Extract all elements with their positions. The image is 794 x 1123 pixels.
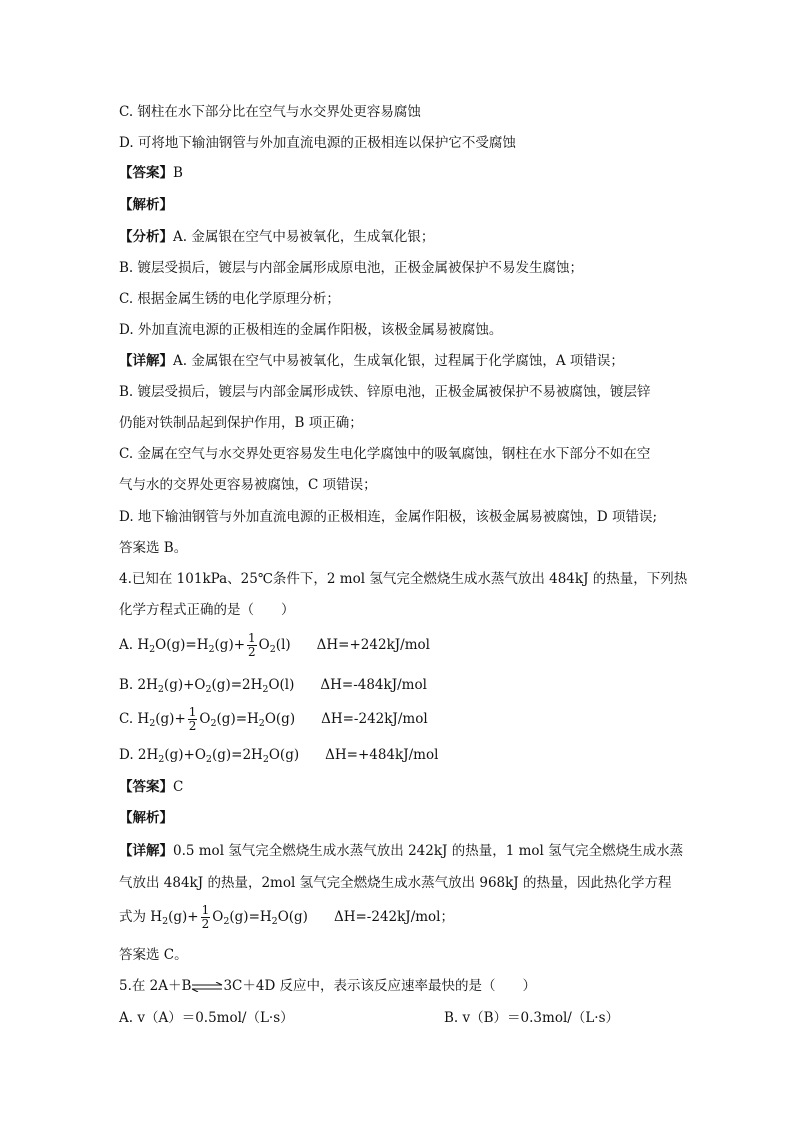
q4-xiangjie-line2: 气放出 484kJ 的热量，2mol 氢气完全燃烧生成水蒸气放出 968kJ 的热量，因此热化学方程	[119, 875, 672, 891]
q3-xiangjie-c1: C. 金属在空气与水交界处更容易发生电化学腐蚀中的吸氧腐蚀，钢柱在水下部分不如在空	[119, 446, 651, 462]
subscript: 2	[269, 644, 276, 655]
text: O(g)	[264, 711, 296, 727]
fenxi-a-text: A. 金属银在空气中易被氧化，生成氧化银；	[173, 229, 435, 245]
fraction-denominator: 2	[201, 917, 210, 931]
text: O(l)	[268, 677, 295, 693]
text: O	[199, 711, 211, 727]
fraction-numerator: 1	[201, 903, 210, 917]
answer-value: C	[173, 779, 184, 795]
q4-xiangjie-line1	[119, 842, 683, 860]
text: (l)	[275, 637, 291, 653]
reversible-arrow-icon	[191, 982, 223, 992]
q3-xiangjie-b2: 仍能对铁制品起到保护作用，B 项正确；	[119, 415, 363, 431]
q3-fenxi-a	[119, 228, 434, 246]
text: (g)+O	[163, 677, 206, 693]
subscript: 2	[208, 644, 215, 655]
q4-option-b	[119, 676, 427, 699]
text: (g)=H	[216, 711, 259, 727]
text: 式为 H	[119, 909, 163, 925]
xiangjie-tag: 【详解】	[119, 843, 173, 859]
subscript: 2	[157, 684, 164, 695]
q4-option-d	[119, 746, 438, 769]
q4-answer	[119, 778, 183, 796]
q3-option-d: D. 可将地下输油钢管与外加直流电源的正极相连以保护它不受腐蚀	[119, 135, 516, 151]
fraction-denominator: 2	[188, 719, 197, 733]
text: O	[212, 909, 224, 925]
q5-stem	[119, 977, 536, 995]
q4-xiangjie-line3	[119, 904, 454, 931]
subscript: 2	[162, 916, 169, 927]
text: A. H	[119, 637, 150, 653]
q3-xiangjie-d: D. 地下输油钢管与外加直流电源的正极相连，金属作阳极，该极金属易被腐蚀，D 项错误;	[119, 509, 658, 525]
enthalpy: ΔH=+484kJ/mol	[325, 747, 439, 763]
text: O(g)	[268, 747, 300, 763]
subscript: 2	[223, 916, 230, 927]
q3-xiangjie-c2: 气与水的交界处更容易被腐蚀，C 项错误；	[119, 477, 377, 493]
q3-answer	[119, 164, 183, 182]
subscript: 2	[149, 644, 156, 655]
fraction	[201, 904, 211, 931]
enthalpy: ΔH=-242kJ/mol；	[333, 909, 455, 925]
q5-option-b: B. v（B）＝0.3mol/（L·s）	[444, 1010, 619, 1026]
q4-stem-line2: 化学方程式正确的是（ ）	[119, 602, 295, 618]
q4-option-c	[119, 706, 428, 733]
answer-tag: 【答案】	[119, 779, 173, 795]
enthalpy: ΔH=+242kJ/mol	[316, 637, 430, 653]
q3-fenxi-d: D. 外加直流电源的正极相连的金属作阳极，该极金属易被腐蚀。	[119, 322, 503, 338]
q5-option-a: A. v（A）＝0.5mol/（L·s）	[119, 1010, 294, 1026]
text: (g)+	[155, 711, 186, 727]
subscript: 2	[271, 916, 278, 927]
subscript: 2	[158, 754, 165, 765]
fraction-numerator: 1	[188, 705, 197, 719]
subscript: 2	[149, 718, 156, 729]
fraction-numerator: 1	[248, 631, 256, 645]
subscript: 2	[210, 718, 217, 729]
text: D. 2H	[119, 747, 159, 763]
subscript: 2	[258, 718, 265, 729]
fraction-denominator: 2	[248, 645, 256, 659]
answer-value: B	[173, 165, 183, 181]
text: O(g)=H	[155, 637, 209, 653]
q4-conclusion: 答案选 C。	[119, 947, 188, 963]
text: (g)+O	[164, 747, 206, 763]
q4-analysis-heading: 【解析】	[119, 810, 173, 826]
subscript: 2	[262, 754, 269, 765]
subscript: 2	[205, 754, 212, 765]
text: (g)+	[214, 637, 246, 653]
fraction	[188, 706, 198, 733]
text: (g)+	[168, 909, 199, 925]
fraction	[247, 632, 257, 659]
q3-fenxi-c: C. 根据金属生锈的电化学原理分析；	[119, 291, 340, 307]
fenxi-tag: 【分析】	[119, 229, 173, 245]
text: 5.在 2A＋B	[119, 978, 192, 994]
text: C. H	[119, 711, 150, 727]
text: O	[258, 637, 270, 653]
text: B. 2H	[119, 677, 158, 693]
text: (g)=2H	[211, 677, 263, 693]
q4-option-a	[119, 632, 430, 659]
text: (g)=2H	[211, 747, 263, 763]
enthalpy: ΔH=-242kJ/mol	[321, 711, 428, 727]
q3-analysis-heading: 【解析】	[119, 197, 173, 213]
q3-option-c: C. 钢柱在水下部分比在空气与水交界处更容易腐蚀	[119, 104, 421, 120]
q3-xiangjie-a	[119, 352, 624, 370]
q3-conclusion: 答案选 B。	[119, 540, 188, 556]
subscript: 2	[262, 684, 269, 695]
answer-tag: 【答案】	[119, 165, 173, 181]
q4-stem-line1: 4.已知在 101kPa、25℃条件下，2 mol 氢气完全燃烧生成水蒸气放出 484kJ 的热量，下列热	[119, 571, 688, 587]
q3-xiangjie-b1: B. 镀层受损后，镀层与内部金属形成铁、锌原电池，正极金属被保护不易被腐蚀，镀层锌	[119, 384, 651, 400]
q3-fenxi-b: B. 镀层受损后，镀层与内部金属形成原电池，正极金属被保护不易发生腐蚀；	[119, 260, 584, 276]
xiangjie-a-text: A. 金属银在空气中易被氧化，生成氧化银，过程属于化学腐蚀，A 项错误；	[173, 353, 624, 369]
subscript: 2	[205, 684, 212, 695]
enthalpy: ΔH=-484kJ/mol	[320, 677, 427, 693]
text: 3C＋4D 反应中，表示该反应速率最快的是（ ）	[223, 978, 537, 994]
xiangjie-text: 0.5 mol 氢气完全燃烧生成水蒸气放出 242kJ 的热量，1 mol 氢气完全燃烧生成水蒸	[173, 843, 684, 859]
text: O(g)	[277, 909, 308, 925]
text: (g)=H	[229, 909, 272, 925]
xiangjie-tag: 【详解】	[119, 353, 173, 369]
